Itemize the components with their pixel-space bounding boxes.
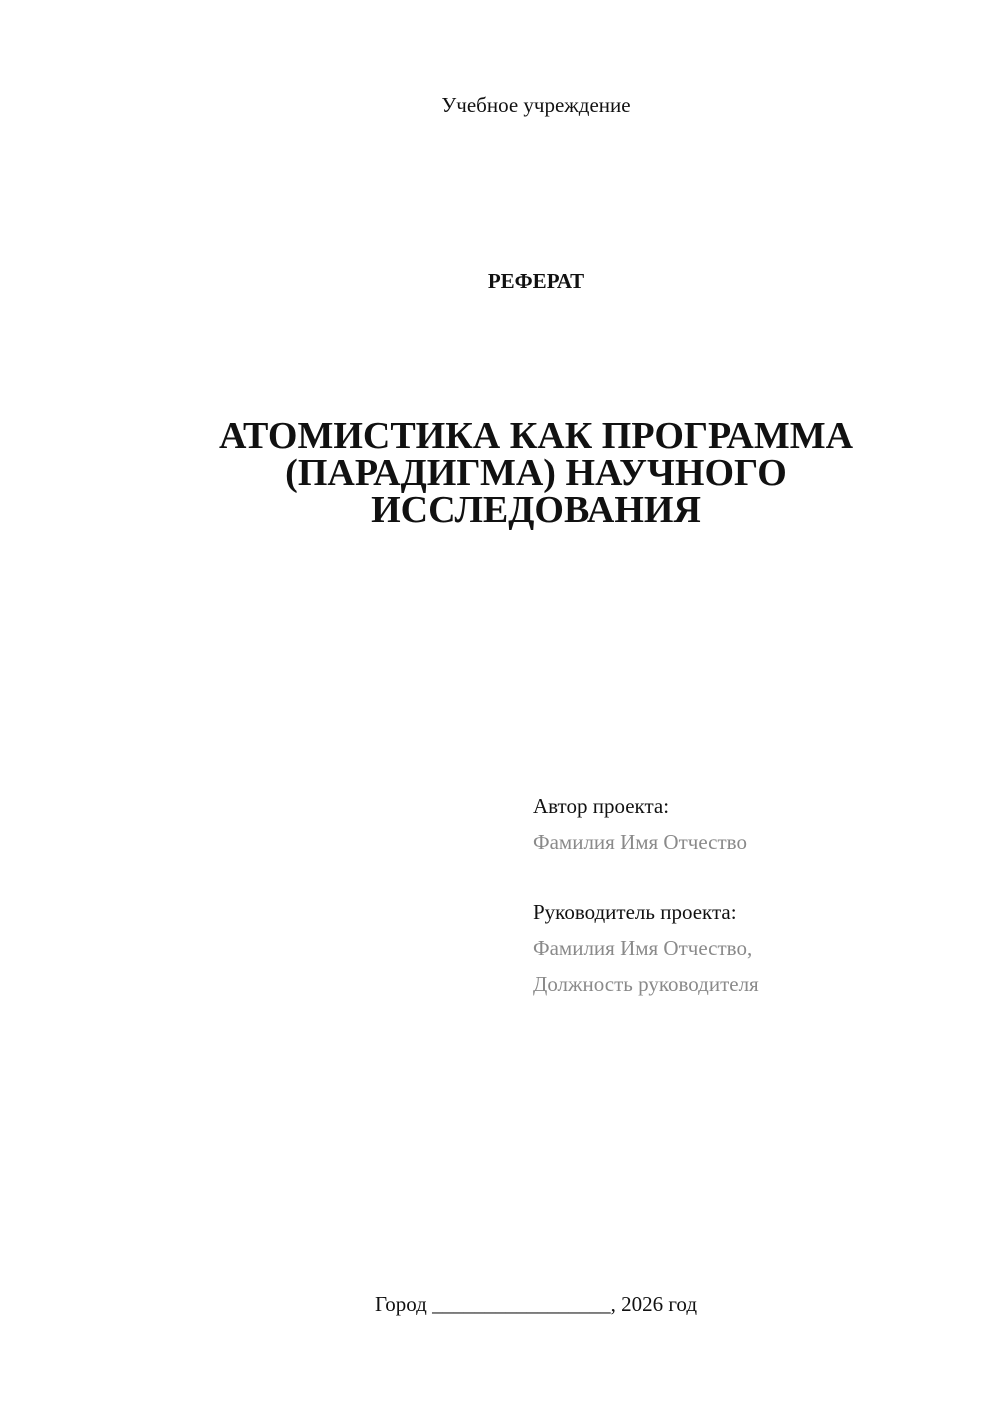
document-type: РЕФЕРАТ [487, 269, 585, 293]
document-title [160, 415, 912, 531]
title-line: (ПАРАДИГМА) НАУЧНОГО [285, 452, 787, 494]
supervisor-name: Фамилия Имя Отчество, [533, 936, 753, 960]
credits-spacer [533, 860, 973, 894]
supervisor-position: Должность руководителя [533, 972, 759, 996]
city-year-line: Город _________________, 2026 год [374, 1292, 698, 1316]
supervisor-label: Руководитель проекта: [533, 900, 737, 924]
title-line: АТОМИСТИКА КАК ПРОГРАММА [218, 415, 854, 457]
author-label: Автор проекта: [533, 794, 670, 818]
title-line: ИССЛЕДОВАНИЯ [371, 489, 701, 531]
institution-name: Учебное учреждение [441, 93, 631, 117]
credits-block [533, 788, 973, 1002]
author-name: Фамилия Имя Отчество [533, 830, 747, 854]
